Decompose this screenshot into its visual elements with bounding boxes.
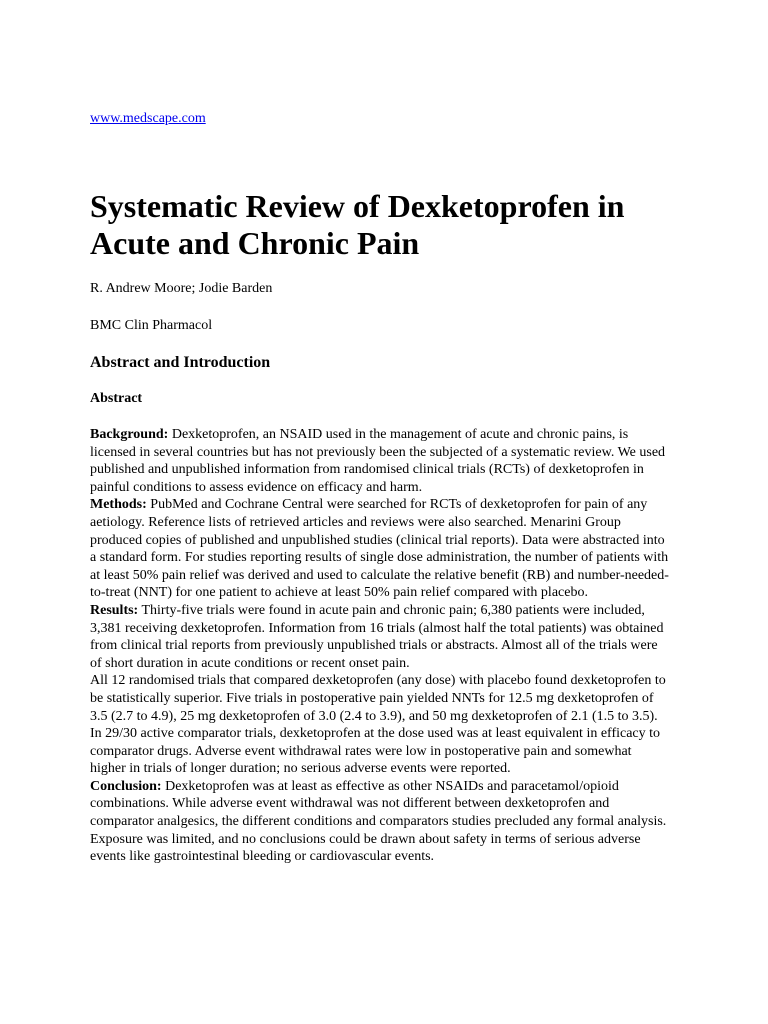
results-text: Thirty-five trials were found in acute pain and chronic pain; 6,380 patients were included, 3,381 receiving dexketoprofen. Information from 16 trials (almost half the total patients) was obtained from clinical trial reports from previously unpublished trials or abstracts. Almost all of the trials were of short duration in acute conditions or recent onset pain. (90, 602, 664, 671)
methods-label: Methods: (90, 497, 147, 513)
article-title: Systematic Review of Dexketoprofen in Acute and Chronic Pain (90, 188, 625, 261)
section-heading: Abstract and Introduction (90, 354, 271, 371)
results-label: Results: (90, 602, 139, 618)
abstract-conclusion-paragraph (90, 778, 670, 866)
abstract-results-paragraph-2: All 12 randomised trials that compared dexketoprofen (any dose) with placebo found dexketoprofen to be statistically superior. Five trials in postoperative pain yielded NNTs for 12.5 mg dexketoprofen of 3.5 (2.7 to 4.9), 25 mg dexketoprofen of 3.0 (2.4 to 3.9), and 50 mg dexketoprofen of 2.1 (1.5 to 3.5). In 29/30 active comparator trials, dexketoprofen at the dose used was at least equivalent in efficacy to comparator drugs. Adverse event withdrawal rates were low in postoperative pain and somewhat higher in trials of longer duration; no serious adverse events were reported. (90, 673, 666, 777)
conclusion-text: Dexketoprofen was at least as effective as other NSAIDs and paracetamol/opioid combinations. While adverse event withdrawal was not different between dexketoprofen and comparator analgesics, the different conditions and comparators studies precluded any formal analysis. Exposure was limited, and no conclusions could be drawn about safety in terms of serious adverse events like gastrointestinal bleeding or cardiovascular events. (90, 778, 667, 865)
background-text: Dexketoprofen, an NSAID used in the management of acute and chronic pains, is licensed in several countries but has not previously been the subjected of a systematic review. We used published and unpublished information from randomised clinical trials (RCTs) of dexketoprofen in painful conditions to assess evidence on efficacy and harm. (90, 427, 666, 495)
document-page (90, 110, 670, 866)
journal-name: BMC Clin Pharmacol (90, 318, 213, 333)
abstract-heading: Abstract (90, 391, 143, 406)
abstract-methods-paragraph (90, 496, 670, 602)
conclusion-label: Conclusion: (90, 778, 162, 794)
methods-text: PubMed and Cochrane Central were searched for RCTs of dexketoprofen for pain of any aetiology. Reference lists of retrieved articles and reviews were also searched. Menarini Group produced copies of published and unpublished studies (clinical trial reports). Data were abstracted into a standard form. For studies reporting results of single dose administration, the number of patients with at least 50% pain relief was derived and used to calculate the relative benefit (RB) and number-needed-to-treat (NNT) for one patient to achieve at least 50% pain relief compared with placebo. (90, 497, 669, 601)
medscape-link[interactable]: www.medscape.com (90, 111, 206, 126)
background-label: Background: (90, 427, 169, 442)
abstract-results-paragraph (90, 602, 670, 672)
article-authors: R. Andrew Moore; Jodie Barden (90, 281, 273, 296)
abstract-body (90, 426, 670, 866)
abstract-background-paragraph (90, 426, 670, 496)
